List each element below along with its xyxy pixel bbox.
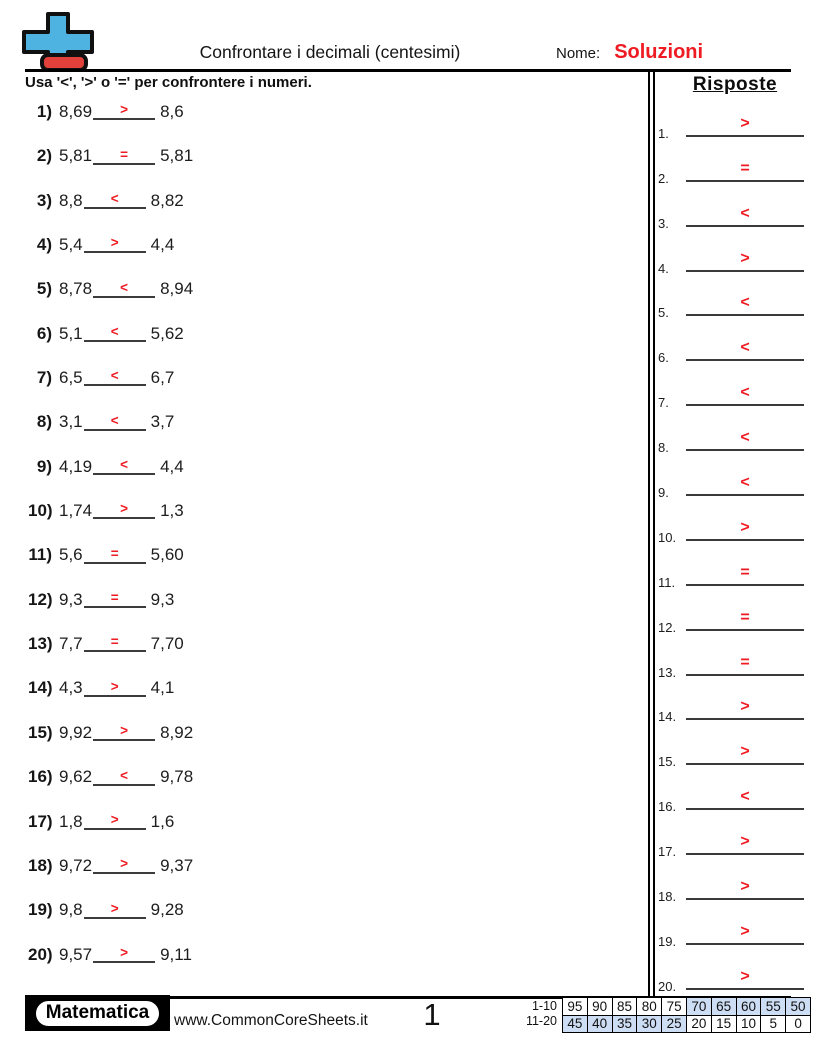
answer-symbol: <: [740, 788, 750, 806]
problem-answer-blank[interactable]: [84, 324, 146, 342]
problem-number: 16): [28, 767, 53, 787]
answer-blank[interactable]: [686, 294, 804, 316]
problem-answer-blank[interactable]: [84, 900, 146, 919]
problem-right-value: 7,70: [150, 634, 184, 654]
problem-answer-symbol: =: [110, 634, 119, 650]
problem-left-value: 9,62: [59, 767, 93, 787]
problem-row: [28, 167, 448, 211]
problem-answer-blank[interactable]: [84, 590, 146, 608]
problem-right-value: 9,11: [160, 944, 192, 964]
problem-right-value: 6,7: [150, 368, 175, 388]
answer-symbol: >: [740, 743, 750, 761]
problems-list: [28, 78, 448, 965]
answer-blank[interactable]: [686, 788, 804, 810]
problem-left-value: 8,8: [59, 190, 83, 210]
score-cell: 65: [712, 998, 737, 1016]
score-cell: 70: [687, 998, 712, 1016]
problem-number: 13): [28, 634, 53, 654]
answer-number: 20.: [658, 978, 677, 994]
problem-left-value: 4,3: [59, 678, 83, 698]
score-cell: 90: [588, 998, 613, 1016]
score-cell: 95: [563, 998, 588, 1016]
problem-answer-blank[interactable]: [84, 368, 146, 386]
problem-left-value: 1,74: [59, 501, 93, 521]
answer-symbol: >: [740, 878, 750, 896]
answer-number: 1.: [658, 125, 669, 141]
answer-symbol: =: [740, 608, 750, 626]
problem-number: 6): [36, 323, 52, 343]
problem-number: 17): [28, 811, 53, 831]
problem-number: 5): [36, 279, 52, 299]
problem-left-value: 7,7: [59, 634, 83, 654]
problem-right-value: 5,60: [150, 545, 184, 565]
score-cell: 60: [737, 998, 762, 1016]
problem-answer-blank[interactable]: [93, 767, 155, 786]
score-cell: 80: [637, 998, 662, 1016]
problem-answer-symbol: >: [120, 944, 129, 960]
answer-number: 16.: [658, 799, 677, 815]
problem-answer-blank[interactable]: [84, 191, 146, 209]
score-cell: 35: [613, 1016, 638, 1034]
score-range-label-1: 1-10: [531, 999, 557, 1013]
answers-header: Risposte: [692, 74, 778, 95]
problem-left-value: 1,8: [59, 811, 83, 831]
problem-row: [28, 610, 448, 654]
problem-left-value: 5,1: [59, 323, 83, 343]
problem-row: [28, 566, 448, 610]
answer-blank[interactable]: [686, 249, 804, 272]
score-range-label-2: 11-20: [525, 1014, 557, 1028]
website-url[interactable]: www.CommonCoreSheets.it: [174, 1012, 368, 1029]
problem-row: [28, 211, 448, 255]
answer-blank[interactable]: [686, 967, 804, 990]
page-title: Confrontare i decimali (centesimi): [199, 42, 461, 62]
problem-number: 19): [28, 900, 53, 920]
problem-answer-blank[interactable]: [93, 723, 155, 741]
answer-row: [656, 549, 814, 594]
problem-left-value: 5,4: [59, 235, 83, 255]
problem-answer-symbol: =: [120, 146, 129, 162]
answer-symbol: >: [740, 922, 750, 940]
problem-number: 10): [28, 501, 53, 521]
answer-blank[interactable]: [686, 833, 804, 855]
answer-number: 3.: [658, 215, 669, 231]
answer-number: 14.: [658, 709, 677, 725]
problem-left-value: 4,19: [59, 456, 93, 476]
answer-number: 2.: [658, 170, 669, 186]
problem-number: 9): [36, 456, 52, 476]
problem-row: [28, 78, 448, 122]
score-cell: 50: [786, 998, 811, 1016]
answer-blank[interactable]: [686, 922, 804, 945]
problem-answer-symbol: >: [120, 723, 129, 739]
answer-symbol: >: [740, 967, 750, 985]
brand-name: Matematica: [34, 999, 162, 1028]
answer-symbol: =: [740, 653, 750, 671]
score-cell: 30: [637, 1016, 662, 1034]
problem-number: 18): [28, 855, 53, 875]
problem-answer-symbol: >: [110, 678, 119, 694]
answer-row: [656, 145, 814, 190]
answer-number: 19.: [658, 933, 677, 949]
answer-blank[interactable]: [686, 429, 804, 451]
answer-number: 8.: [658, 440, 669, 456]
problem-right-value: 9,37: [160, 855, 194, 875]
problem-answer-symbol: <: [110, 324, 119, 340]
problem-answer-blank[interactable]: [84, 678, 146, 697]
problem-row: [28, 788, 448, 832]
answer-row: [656, 414, 814, 459]
answer-blank[interactable]: [686, 563, 804, 586]
problem-answer-symbol: <: [110, 412, 119, 428]
answer-symbol: <: [740, 474, 750, 492]
problem-right-value: 3,7: [150, 412, 175, 432]
answer-row: [656, 280, 814, 325]
answer-number: 5.: [658, 305, 669, 321]
answer-row: [656, 773, 814, 818]
brand-badge: [25, 995, 170, 1031]
problem-left-value: 5,81: [59, 146, 93, 166]
problem-left-value: 9,57: [59, 944, 93, 964]
problem-right-value: 4,4: [150, 235, 175, 255]
answer-blank[interactable]: [686, 743, 804, 765]
score-cell: 45: [563, 1016, 588, 1034]
problem-answer-symbol: >: [110, 235, 119, 251]
problem-answer-blank[interactable]: [93, 146, 155, 165]
answer-row: [656, 953, 814, 998]
answers-column: [656, 74, 814, 998]
answer-row: [656, 863, 814, 908]
answer-number: 13.: [658, 664, 677, 680]
answer-blank[interactable]: [686, 698, 804, 720]
problem-answer-blank[interactable]: [84, 545, 146, 564]
problem-left-value: 9,8: [59, 900, 83, 920]
problem-number: 12): [28, 589, 53, 609]
answer-row: [656, 190, 814, 235]
solutions-value: Soluzioni: [614, 41, 704, 63]
problem-answer-symbol: =: [110, 545, 119, 561]
problem-number: 14): [28, 678, 53, 698]
problem-answer-symbol: =: [110, 590, 119, 606]
answer-row: [656, 639, 814, 684]
answer-blank[interactable]: [686, 114, 804, 137]
problem-number: 1): [36, 102, 52, 121]
problem-right-value: 4,1: [150, 678, 175, 698]
problem-right-value: 8,92: [160, 722, 194, 742]
answer-blank[interactable]: [686, 518, 804, 541]
problem-answer-blank[interactable]: [84, 811, 146, 830]
answer-symbol: <: [740, 204, 750, 222]
problem-answer-blank[interactable]: [84, 235, 146, 253]
problem-right-value: 5,62: [150, 323, 184, 343]
score-table: [562, 997, 811, 1033]
answer-number: 17.: [658, 844, 677, 860]
problem-answer-blank[interactable]: [93, 944, 155, 963]
problem-left-value: 9,92: [59, 722, 93, 742]
score-cell: 85: [613, 998, 638, 1016]
problem-number: 11): [28, 545, 52, 565]
problem-answer-symbol: >: [110, 811, 119, 827]
answer-row: [656, 100, 814, 145]
answer-number: 15.: [658, 754, 677, 770]
problem-answer-blank[interactable]: [93, 457, 155, 475]
page-number: 1: [423, 997, 441, 1032]
problem-row: [28, 433, 448, 477]
answer-blank[interactable]: [686, 474, 804, 496]
answer-symbol: =: [740, 563, 750, 581]
problem-left-value: 8,78: [59, 279, 93, 299]
answer-row: [656, 235, 814, 280]
problem-row: [28, 388, 448, 432]
answer-number: 6.: [658, 350, 669, 366]
answer-blank[interactable]: [686, 878, 804, 900]
score-cell: 55: [761, 998, 786, 1016]
problem-row: [28, 122, 448, 166]
answer-blank[interactable]: [686, 339, 804, 361]
problem-right-value: 5,81: [160, 146, 194, 166]
problem-number: 4): [36, 235, 52, 255]
problem-number: 15): [28, 722, 53, 742]
problem-row: [28, 255, 448, 299]
answer-symbol: >: [740, 698, 750, 716]
problem-number: 20): [28, 944, 53, 964]
problem-row: [28, 300, 448, 344]
answer-symbol: >: [740, 249, 750, 267]
score-cell: 20: [687, 1016, 712, 1034]
problem-answer-symbol: >: [120, 102, 129, 118]
problem-number: 7): [36, 368, 52, 388]
score-cell: 40: [588, 1016, 613, 1034]
problem-answer-blank[interactable]: [93, 102, 155, 120]
answer-symbol: >: [740, 114, 750, 132]
answer-number: 12.: [658, 619, 677, 635]
score-cell: 75: [662, 998, 687, 1016]
answer-row: [656, 684, 814, 729]
answer-row: [656, 459, 814, 504]
instruction-text: Usa '<', '>' o '=' per confrontere i numeri.: [25, 74, 312, 91]
answer-symbol: <: [740, 384, 750, 402]
problem-row: [28, 477, 448, 521]
problem-number: 3): [36, 190, 52, 210]
answer-symbol: >: [740, 833, 750, 851]
answer-row: [656, 504, 814, 549]
answer-blank[interactable]: [686, 384, 804, 406]
answer-number: 11.: [658, 574, 676, 590]
problem-row: [28, 743, 448, 787]
problem-left-value: 9,72: [59, 855, 93, 875]
problem-answer-symbol: <: [120, 279, 129, 295]
problem-answer-symbol: <: [120, 767, 129, 783]
answer-number: 18.: [658, 889, 677, 905]
answer-number: 7.: [658, 395, 669, 411]
problem-left-value: 5,6: [59, 545, 83, 565]
problem-number: 8): [36, 412, 52, 432]
answer-blank[interactable]: [686, 159, 804, 182]
answer-number: 10.: [658, 529, 677, 545]
problem-row: [28, 921, 448, 965]
problem-answer-blank[interactable]: [93, 279, 155, 298]
problem-right-value: 4,4: [160, 456, 184, 476]
problem-left-value: 6,5: [59, 368, 83, 388]
problem-row: [28, 832, 448, 876]
answer-row: [656, 324, 814, 369]
answers-list: [656, 100, 814, 998]
problem-number: 2): [36, 146, 52, 166]
answer-row: [656, 369, 814, 414]
answer-symbol: =: [740, 159, 750, 177]
score-cell: 25: [662, 1016, 687, 1034]
answer-row: [656, 728, 814, 773]
problem-answer-symbol: <: [120, 457, 129, 473]
answer-row: [656, 818, 814, 863]
problem-right-value: 8,6: [160, 102, 184, 121]
problem-answer-symbol: >: [110, 900, 119, 916]
name-label: Nome:: [556, 45, 601, 62]
problem-right-value: 1,3: [160, 501, 184, 521]
problem-right-value: 8,82: [150, 190, 184, 210]
answer-number: 9.: [658, 485, 669, 501]
answer-symbol: <: [740, 429, 750, 447]
problem-row: [28, 654, 448, 698]
score-cell: 0: [786, 1016, 811, 1034]
problem-answer-blank[interactable]: [93, 501, 155, 519]
answer-row: [656, 908, 814, 953]
score-cell: 5: [761, 1016, 786, 1034]
problem-right-value: 9,78: [160, 767, 194, 787]
name-row: [556, 41, 703, 64]
problem-answer-symbol: <: [110, 368, 119, 384]
problem-left-value: 8,69: [59, 102, 93, 121]
answer-symbol: <: [740, 339, 750, 357]
problem-right-value: 9,3: [150, 589, 175, 609]
answer-blank[interactable]: [686, 608, 804, 631]
problem-left-value: 3,1: [59, 412, 83, 432]
problem-answer-blank[interactable]: [93, 856, 155, 874]
answer-symbol: <: [740, 294, 750, 312]
answer-blank[interactable]: [686, 204, 804, 227]
column-divider: [648, 71, 655, 996]
problem-right-value: 9,28: [150, 900, 184, 920]
answer-blank[interactable]: [686, 653, 804, 676]
problem-left-value: 9,3: [59, 589, 83, 609]
answer-symbol: >: [740, 518, 750, 536]
problem-row: [28, 699, 448, 743]
answer-number: 4.: [658, 260, 669, 276]
plus-minus-icon: [16, 10, 100, 76]
problem-right-value: 1,6: [150, 811, 175, 831]
problem-answer-blank[interactable]: [84, 634, 146, 652]
problem-answer-symbol: <: [110, 191, 119, 207]
problem-right-value: 8,94: [160, 279, 194, 299]
header-divider: [25, 69, 791, 72]
problem-answer-blank[interactable]: [84, 412, 146, 431]
problem-answer-symbol: >: [120, 501, 129, 517]
problem-row: [28, 876, 448, 920]
problem-answer-symbol: >: [120, 856, 129, 872]
answer-row: [656, 594, 814, 639]
problem-row: [28, 344, 448, 388]
problem-row: [28, 521, 448, 565]
score-cell: 15: [712, 1016, 737, 1034]
score-cell: 10: [737, 1016, 762, 1034]
